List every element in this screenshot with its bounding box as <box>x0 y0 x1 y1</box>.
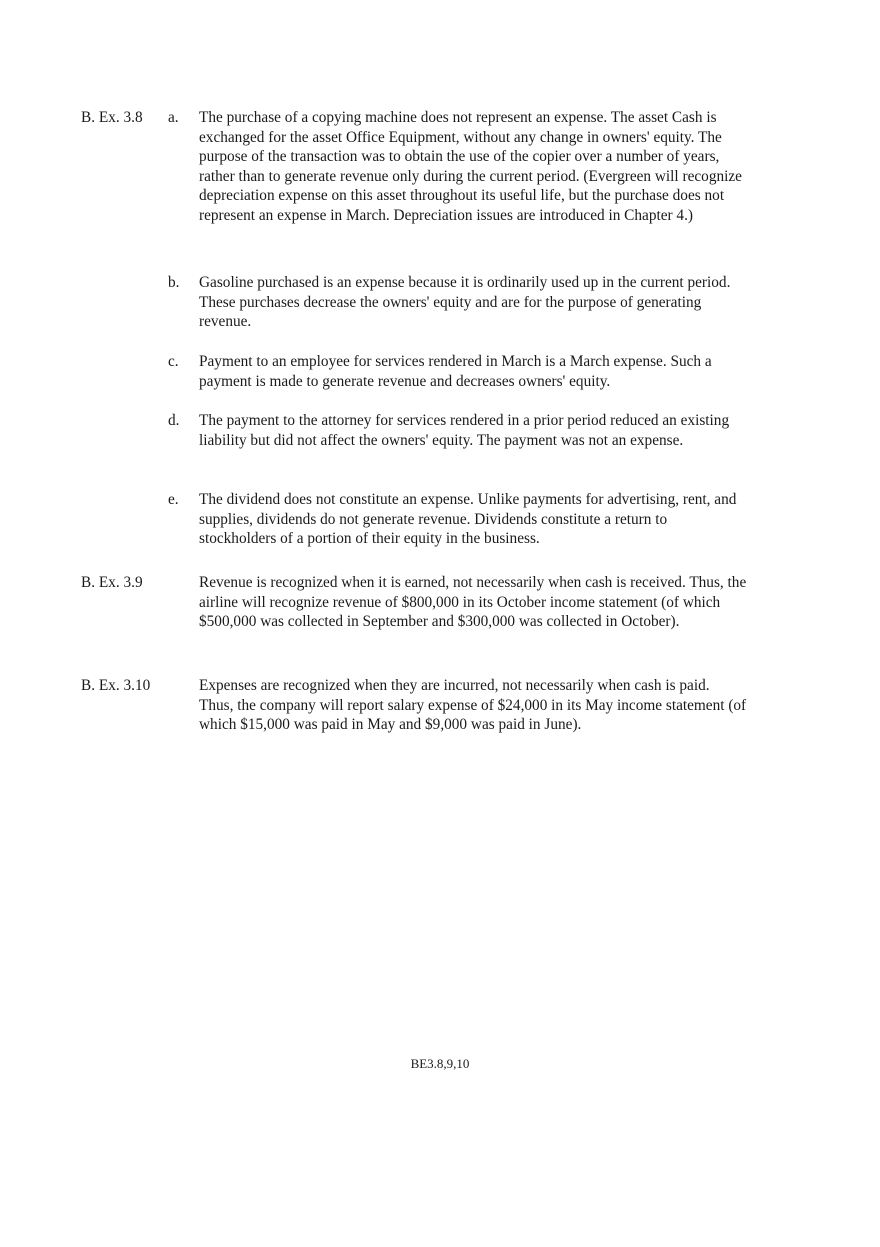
item-letter-b: b. <box>168 274 180 291</box>
exercise-text-3-9: Revenue is recognized when it is earned, not necessarily when cash is received. Thus, the airline will recognize revenue of $800,000 in its October income statement (of which $500,000 was collected in September and $300,000 was collected in October). <box>199 574 747 631</box>
item-text-d: The payment to the attorney for services rendered in a prior period reduced an existing liability but did not affect the owners' equity. The payment was not an expense. <box>199 412 730 449</box>
item-text-e: The dividend does not constitute an expense. Unlike payments for advertising, rent, and supplies, dividends do not generate revenue. Dividends constitute a return to stockholders of a portion of their equity in the business. <box>199 491 737 548</box>
page-footer-reference: BE3.8,9,10 <box>410 1056 470 1071</box>
item-text-b: Gasoline purchased is an expense because it is ordinarily used up in the current period. These purchases decrease the owners' equity and are for the purpose of generating revenue. <box>199 274 731 331</box>
exercise-label-3-8: B. Ex. 3.8 <box>81 109 143 126</box>
item-letter-e: e. <box>168 491 179 508</box>
item-letter-a: a. <box>168 109 179 126</box>
item-text-a: The purchase of a copying machine does not represent an expense. The asset Cash is exchanged for the asset Office Equipment, without any change in owners' equity. The purpose of the transaction was to obtain the use of the copier over a number of years, rather than to generate revenue only during the current period. (Evergreen will recognize depreciation expense on this asset throughout its useful life, but the purchase does not represent an expense in March. Depreciation issues are introduced in Chapter 4.) <box>199 109 742 224</box>
exercise-text-3-10: Expenses are recognized when they are incurred, not necessarily when cash is paid. Thus, the company will report salary expense of $24,000 in its May income statement (of which $15,000 was paid in May and $9,000 was paid in June). <box>199 677 747 734</box>
exercise-label-3-10: B. Ex. 3.10 <box>81 677 151 694</box>
exercise-label-3-9: B. Ex. 3.9 <box>81 574 143 591</box>
item-letter-c: c. <box>168 353 179 370</box>
item-letter-d: d. <box>168 412 180 429</box>
item-text-c: Payment to an employee for services rendered in March is a March expense. Such a payment is made to generate revenue and decreases owners' equity. <box>199 353 712 390</box>
